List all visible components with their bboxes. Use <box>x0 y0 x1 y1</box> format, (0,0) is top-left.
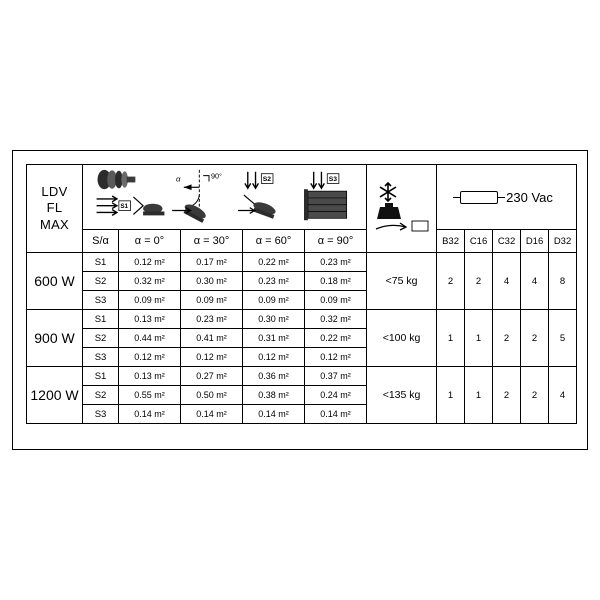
area-value: 0.30 m² <box>243 310 305 329</box>
specification-table <box>26 164 577 424</box>
area-value: 0.18 m² <box>305 272 367 291</box>
s-code: S1 <box>83 367 119 386</box>
svg-text:S3: S3 <box>328 175 337 183</box>
breaker-value: 1 <box>465 310 493 367</box>
breaker-value: 2 <box>493 367 521 424</box>
floodlight-icon <box>98 170 136 189</box>
power-1200w: 1200 W <box>27 367 83 424</box>
weight-box-icon <box>412 221 428 231</box>
header-row-columns <box>27 230 577 253</box>
weight-900w: <100 kg <box>367 310 437 367</box>
area-value: 0.14 m² <box>305 405 367 424</box>
weight-600w: <75 kg <box>367 253 437 310</box>
area-value: 0.09 m² <box>243 291 305 310</box>
snow-load-icon <box>368 177 436 239</box>
power-900w: 900 W <box>27 310 83 367</box>
area-value: 0.23 m² <box>181 310 243 329</box>
weight-1200w: <135 kg <box>367 367 437 424</box>
breaker-value: 4 <box>521 253 549 310</box>
area-value: 0.14 m² <box>243 405 305 424</box>
s-code: S1 <box>83 310 119 329</box>
breaker-value: 5 <box>549 310 577 367</box>
table-row <box>27 310 577 329</box>
pictogram-group <box>83 165 366 229</box>
breaker-value: 4 <box>493 253 521 310</box>
table-row <box>27 253 577 272</box>
svg-text:S2: S2 <box>262 175 272 183</box>
area-value: 0.09 m² <box>305 291 367 310</box>
breaker-header-c32: C32 <box>493 230 521 253</box>
brand-line-2: FL <box>46 200 63 216</box>
breaker-value: 8 <box>549 253 577 310</box>
area-value: 0.31 m² <box>243 329 305 348</box>
s-code: S2 <box>83 329 119 348</box>
wind-load-pictograms <box>83 165 366 227</box>
power-600w: 600 W <box>27 253 83 310</box>
s-code: S3 <box>83 291 119 310</box>
breaker-header-c16: C16 <box>465 230 493 253</box>
snowflake-icon <box>380 183 396 201</box>
s-code: S1 <box>83 253 119 272</box>
breaker-value: 2 <box>437 253 465 310</box>
area-value: 0.14 m² <box>181 405 243 424</box>
angle-header-30: α = 30° <box>181 230 243 253</box>
area-value: 0.12 m² <box>119 253 181 272</box>
snow-weight-cell <box>367 165 437 253</box>
breaker-value: 2 <box>465 253 493 310</box>
brand-cell <box>27 165 83 253</box>
table-row <box>27 367 577 386</box>
weight-arrow-icon <box>376 223 406 230</box>
area-value: 0.09 m² <box>181 291 243 310</box>
s-code: S2 <box>83 272 119 291</box>
area-value: 0.41 m² <box>181 329 243 348</box>
area-value: 0.44 m² <box>119 329 181 348</box>
area-value: 0.22 m² <box>243 253 305 272</box>
floodlight-rear-icon <box>304 189 347 220</box>
voltage-label: 230 Vac <box>506 189 553 205</box>
breaker-value: 2 <box>521 367 549 424</box>
area-value: 0.27 m² <box>181 367 243 386</box>
weight-block-icon <box>377 203 401 219</box>
breaker-value: 2 <box>521 310 549 367</box>
voltage-header-cell <box>437 165 577 230</box>
breaker-value: 1 <box>437 310 465 367</box>
area-value: 0.09 m² <box>119 291 181 310</box>
area-value: 0.50 m² <box>181 386 243 405</box>
s-code: S3 <box>83 405 119 424</box>
breaker-header-d16: D16 <box>521 230 549 253</box>
wind-arrows-s1-icon <box>97 196 165 215</box>
area-value: 0.13 m² <box>119 367 181 386</box>
s-code: S3 <box>83 348 119 367</box>
area-value: 0.23 m² <box>305 253 367 272</box>
angle-header-90: α = 90° <box>305 230 367 253</box>
area-value: 0.23 m² <box>243 272 305 291</box>
area-value: 0.30 m² <box>181 272 243 291</box>
s-alpha-header: S/α <box>83 230 119 253</box>
wind-arrows-s2-icon <box>238 172 277 219</box>
area-value: 0.17 m² <box>181 253 243 272</box>
area-value: 0.36 m² <box>243 367 305 386</box>
area-value: 0.32 m² <box>119 272 181 291</box>
angle-header-60: α = 60° <box>243 230 305 253</box>
svg-text:α: α <box>176 174 181 184</box>
header-row-icons <box>27 165 577 230</box>
spec-sheet <box>12 150 588 450</box>
angle-header-0: α = 0° <box>119 230 181 253</box>
area-value: 0.13 m² <box>119 310 181 329</box>
brand-line-3: MAX <box>39 216 70 232</box>
area-value: 0.12 m² <box>181 348 243 367</box>
breaker-value: 4 <box>549 367 577 424</box>
area-value: 0.55 m² <box>119 386 181 405</box>
breaker-header-b32: B32 <box>437 230 465 253</box>
area-value: 0.12 m² <box>243 348 305 367</box>
area-value: 0.32 m² <box>305 310 367 329</box>
wind-arrows-s3-icon <box>304 172 347 220</box>
fuse-icon <box>460 191 498 204</box>
area-value: 0.38 m² <box>243 386 305 405</box>
brand-line-1: LDV <box>41 184 68 200</box>
area-value: 0.24 m² <box>305 386 367 405</box>
area-value: 0.14 m² <box>119 405 181 424</box>
pictogram-cell <box>83 165 367 230</box>
area-value: 0.22 m² <box>305 329 367 348</box>
breaker-header-d32: D32 <box>549 230 577 253</box>
area-value: 0.12 m² <box>119 348 181 367</box>
breaker-value: 2 <box>493 310 521 367</box>
svg-text:90°: 90° <box>210 171 222 181</box>
area-value: 0.12 m² <box>305 348 367 367</box>
svg-text:S1: S1 <box>120 203 129 211</box>
breaker-value: 1 <box>465 367 493 424</box>
tilt-angle-icon <box>172 170 222 223</box>
breaker-value: 1 <box>437 367 465 424</box>
area-value: 0.37 m² <box>305 367 367 386</box>
s-code: S2 <box>83 386 119 405</box>
